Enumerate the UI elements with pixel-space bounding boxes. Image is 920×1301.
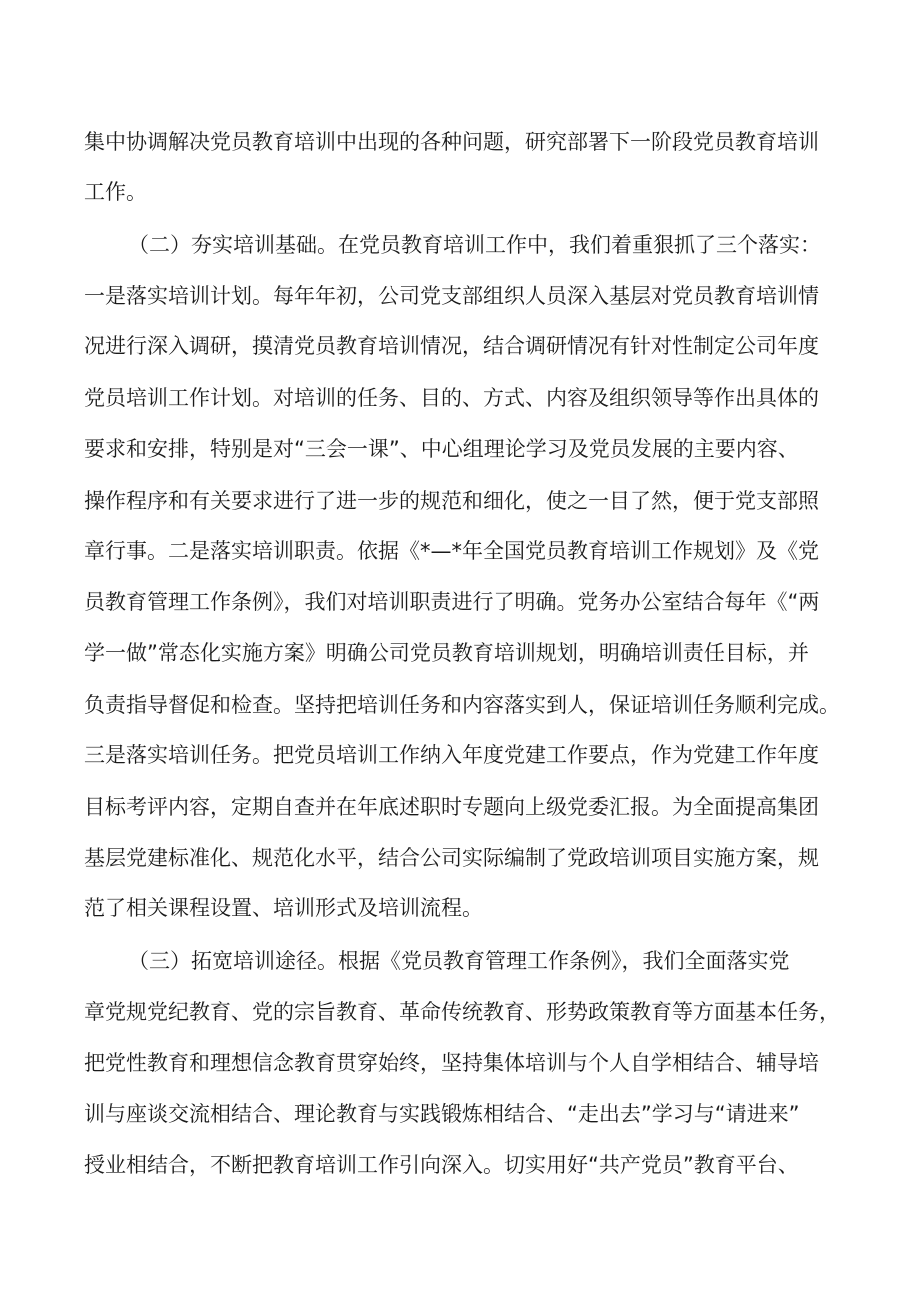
paragraph-heading-line: （三）拓宽培训途径。根据《党员教育管理工作条例》，我们全面落实党 (128, 949, 790, 973)
text-line: 范了相关课程设置、培训形式及培训流程。 (84, 896, 483, 920)
text-line: 况进行深入调研，摸清党员教育培训情况，结合调研情况有针对性制定公司年度 (84, 334, 819, 358)
text-line: 授业相结合，不断把教育培训工作引向深入。切实用好“共产党员”教育平台、 (84, 1153, 799, 1177)
text-line: 章党规党纪教育、党的宗旨教育、革命传统教育、形势政策教育等方面基本任务， (84, 1000, 840, 1024)
text-line: 工作。 (84, 180, 147, 204)
text-line: 三是落实培训任务。把党员培训工作纳入年度党建工作要点，作为党建工作年度 (84, 743, 819, 767)
text-line: 集中协调解决党员教育培训中出现的各种问题，研究部署下一阶段党员教育培训 (84, 130, 819, 154)
paragraph-heading-line: （二）夯实培训基础。在党员教育培训工作中，我们着重狠抓了三个落实： (128, 233, 821, 257)
text-line: 把党性教育和理想信念教育贯穿始终，坚持集体培训与个人自学相结合、辅导培 (84, 1051, 819, 1075)
text-line: 党员培训工作计划。对培训的任务、目的、方式、内容及组织领导等作出具体的 (84, 386, 819, 410)
text-line: 员教育管理工作条例》，我们对培训职责进行了明确。党务办公室结合每年《“两 (84, 590, 820, 614)
text-line: 基层党建标准化、规范化水平，结合公司实际编制了党政培训项目实施方案，规 (84, 846, 819, 870)
text-line: 训与座谈交流相结合、理论教育与实践锻炼相结合、“走出去”学习与“请进来” (84, 1102, 800, 1126)
text-line: 负责指导督促和检查。坚持把培训任务和内容落实到人，保证培训任务顺利完成。 (84, 693, 840, 717)
text-line: 目标考评内容，定期自查并在年底述职时专题向上级党委汇报。为全面提高集团 (84, 795, 819, 819)
text-line: 要求和安排，特别是对“三会一课”、中心组理论学习及党员发展的主要内容、 (84, 437, 799, 461)
text-line: 学一做”常态化实施方案》明确公司党员教育培训规划，明确培训责任目标，并 (84, 641, 809, 665)
text-line: 章行事。二是落实培训职责。依据《*—*年全国党员教育培训工作规划》及《党 (84, 539, 819, 563)
text-line: 一是落实培训计划。每年年初，公司党支部组织人员深入基层对党员教育培训情 (84, 284, 819, 308)
text-line: 操作程序和有关要求进行了进一步的规范和细化，使之一目了然，便于党支部照 (84, 489, 819, 513)
